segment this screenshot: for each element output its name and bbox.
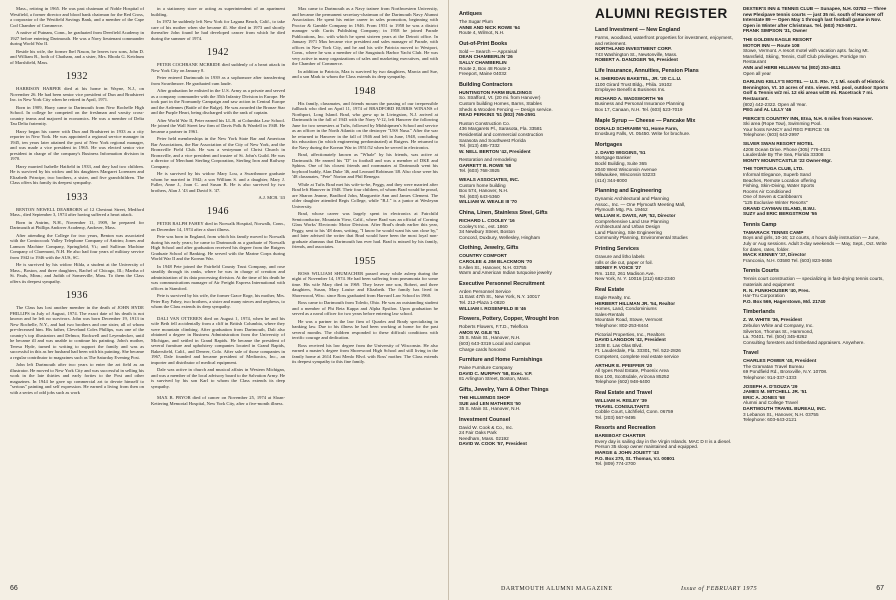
listing-line: Charge cards honored xyxy=(459,346,506,352)
listing-line: Paine Furniture Company xyxy=(459,365,513,371)
obit-paragraph: After graduation he enlisted in the U.S. Army as a private and served as a company commander with the 35th Infantry Division in Europe. He took part in the Normandy Campaign and saw action in Central Europe and the Ardennes (Battle of the Bulge). He was awarded the Bronze Star and the Purple Heart, being discharged with the rank of captain. xyxy=(151,88,285,115)
listing-line: Concord, Duxbury, Wellesley, Hingham xyxy=(459,234,541,240)
register-listing xyxy=(459,11,587,36)
listing-line: DEAN CHAMBERLIN '26 xyxy=(459,54,513,60)
listing-line: WILLIAM W. WEALE III '70 xyxy=(459,199,517,205)
listing-line: ANNE AND NICK ROWE '64 xyxy=(459,24,520,30)
listing-category: Printing Services xyxy=(595,246,640,253)
listing-line: CAROLEE & JIM BLACKMON '70 xyxy=(459,259,532,264)
register-listing xyxy=(743,268,889,304)
listing-line: ANN and HERB HILLMAN '54 (802) 253-4811 xyxy=(743,64,841,70)
listing-line: THE GOLDEN EAGLE RESORT xyxy=(743,36,813,42)
listing-line: Franconia, N.H. 03580 Tel. (603) 823-5656 xyxy=(743,257,833,263)
listing-line: Land Planning, Site Engineering xyxy=(595,229,662,235)
listing-line: HUNTINGTON FARM BUILDINGS xyxy=(459,89,532,95)
class-year-heading: 1933 xyxy=(66,191,88,203)
listing-line: 743 Washington St., Newtonville, Mass. xyxy=(595,51,678,57)
listing-category: Building Contractors xyxy=(459,81,513,88)
register-listing xyxy=(595,188,735,241)
listing-line: DAVID LANGDON '42, President xyxy=(595,337,666,343)
listing-line: Every day is sailing day in the Virgin Islands. MAC D II is a diesel. Person 35 sloop owner maintained and equipped. xyxy=(595,438,732,450)
listing-line: Box 17, Canaan, N.H. Tel. (603) 523-7019 xyxy=(595,106,683,112)
listing-line: Custom building Homes, Barns, Stables xyxy=(459,100,542,106)
page-number-right: 67 xyxy=(876,585,884,592)
obit-paragraph: BENTON NEWELL DEARBORN of 12 Chestnut Street, Medford Mass., died September 3, 1974 after having suffered a heart attack. xyxy=(10,206,144,217)
listing-line: Alumni and College Travel xyxy=(743,400,798,406)
register-listing xyxy=(459,82,587,118)
obit-1942-text xyxy=(151,62,285,193)
listing-line: The Sugar Plum xyxy=(459,19,493,24)
register-listing xyxy=(459,357,587,382)
obit-1955-text xyxy=(292,271,438,365)
register-listing xyxy=(743,6,889,34)
listing-line: David W. Cook & Co., Inc. xyxy=(459,424,514,430)
listing-line: Rooms Air Conditioned xyxy=(743,188,791,194)
listing-line: Sold — Search — Appraisal xyxy=(459,48,518,54)
obit-paragraph: Beside his wife, the former Ibel Nason, he leaves two sons, John D. and William B., both of Chatham, and a sister, Mrs. Rhoda G. Ketchum of Marshfield, Mass. xyxy=(10,48,144,65)
listing-line: Cobble Court, Litchfield, Conn. 06759 xyxy=(595,409,674,415)
obit-1948-text xyxy=(292,101,438,250)
register-listing xyxy=(459,177,587,205)
obit-1933-text xyxy=(10,207,144,285)
listing-line: DARTMOUTH TRAVEL BUREAU, INC. xyxy=(743,406,827,412)
obit-paragraph: Ross received his law degree from the University of Wisconsin. He also earned a master's degree from Shorewood High School and still living in the family home at 2614 East Menlo Blvd. with Ross' mother. The Class extends its deepest sympathy to this fine family. xyxy=(292,342,438,364)
listing-line: Har-Tru Corporation xyxy=(743,293,785,299)
listing-line: Stowe, Vermont. A resort motel with vacation apts. facing Mt. Mansfield, Skiing, Tennis, Golf Club privileges. Porridge Inn Restaurant xyxy=(743,48,869,65)
listing-line: 24 Fair Oaks Park xyxy=(459,430,497,436)
obit-paragraph: Born in 1909, Harry came to Dartmouth from New Rochelle High School. In college he competed on the freshman and varsity cross-country teams and majored in economics. He was a member of Delta Tau Delta fraternity. xyxy=(10,104,144,126)
listing-category: Real Estate and Travel xyxy=(595,389,653,396)
obit-paragraph: Pete was born in England, from which his family moved to Norwalk during his early years; he came to Dartmouth as a graduate of Norwalk High School and after graduation received his degree from the Rutgers Graduate School of Banking. He served with the Marine Corps during World War II and the Korean War. xyxy=(151,234,285,261)
listing-line: Boys and girls, 10-16; 12 courts, 4 hours daily instruction — June, July or Aug sessions. Adult 3-day weekends — May, Sept., Oct. Write for dates, rates, folder. xyxy=(743,235,887,252)
obit-paragraph: MAX B. PRYOR died of cancer on November 25, 1974 at Sloan-Kettering Memorial Hospital, New York City, after a five-month illness. xyxy=(151,395,285,406)
register-column-2 xyxy=(595,6,735,470)
listing-line: Sheds & Wooden Fencing — Design service. xyxy=(459,106,553,112)
obit-paragraph: Peter held memberships in the New York State Bar and American Bar Associations, the Bar Association of the City of New York, and the Bronxville Field Club. He was a vestryman of Christ Church in Bronxville, and a vice president and trustee of St. John's Guild. He was a director of Merchant Sterling Corporation, Sterling Iron and Railway Company. xyxy=(151,136,285,169)
listing-line: Ruston Construction Co. xyxy=(459,120,511,126)
listing-line: Architectural and Urban Design xyxy=(595,224,661,230)
listing-line: Box 574, Hanover, N.H. xyxy=(459,188,509,194)
obit-paragraph: Brad, whose career was largely spent in electronics at Fairchild Semiconductor, Mountain View, Calif., where Brad was an official of Corning Glass Works' Electronic Motor Division. After Brad's death earlier this year, Peggy, sent to his '48 dean, writing, "I know he would want his son close by," and later advised the writer that Brad would have been the most loyal non-graduate alumnus that Dartmouth has ever had. Brad is missed by his family, friends, and associates. xyxy=(292,211,438,249)
register-listing xyxy=(743,141,889,163)
register-listing xyxy=(743,309,889,345)
listing-line: FRANK SIMPSON '31, Owner xyxy=(743,28,808,34)
listing-line: 1038 E. Las Olas Blvd. xyxy=(595,342,643,348)
listing-line: RICHARD A. WADSWORTH '66 xyxy=(595,95,664,101)
listing-category: Furniture and Home Furnishings xyxy=(459,357,543,364)
listing-line: Tel. (809) 774-2700 xyxy=(595,461,636,467)
listing-line: DEXTER'S INN & TENNIS CLUB — Sunapee, N.H. 03782 — Three new Plexipave tennis courts — just 35 mi. south of Hanover off Interstate 89 — Open May 1 through last football game in Nov. Open in Winter after Christmas. Tel. (603) 763-5571. xyxy=(743,6,887,28)
register-listing xyxy=(595,287,735,329)
listing-line: R. N. FUNKHOUSER '40, Pres. xyxy=(743,287,810,293)
class-year-heading: 1955 xyxy=(354,255,376,267)
listing-line: Community Planning, Environmental Studies xyxy=(595,235,688,241)
listing-line: Ski area (Rope Tow), Swimming Pool. xyxy=(743,121,822,127)
register-listings xyxy=(459,11,587,447)
listing-line: The Gramatan Travel Bureau xyxy=(743,363,804,369)
listing-line: Custom home building xyxy=(459,182,506,188)
listing-line: Telephone (602) 948-6400 xyxy=(595,379,650,385)
listing-line: JAMES M. MITCHELL JR. '51 xyxy=(743,389,807,395)
listing-line: Residential and commercial construction xyxy=(459,131,544,137)
listing-line: Comprehensive Land Use Planning xyxy=(595,218,669,224)
listing-line: DAVID C. MURPHY '58, Exec. V.P. xyxy=(459,370,533,376)
listing-line: Mortgage Banker xyxy=(595,155,631,161)
listing-line: Competent, complete real estate service xyxy=(595,353,679,359)
register-listing xyxy=(595,390,735,420)
register-listing xyxy=(743,222,889,264)
listing-line: J. DAVID WIGGINS, '51 xyxy=(595,149,646,155)
listing-line: Beaches, Remote Location offering xyxy=(743,177,817,183)
listing-line: ARTHUR E. PFEIFFER '20 xyxy=(595,362,653,368)
listing-line: WEALS ASSOCIATES, INC. xyxy=(459,177,520,183)
listing-line: "125 Exclusive Winter Resorts" xyxy=(743,200,808,205)
listing-category: Investment Counsel xyxy=(459,416,511,423)
listing-line: GARRETT B. ROWE '58 xyxy=(459,162,512,168)
listing-line: Enosburg Falls, Vt. 05450. Write for brochure. xyxy=(595,131,691,137)
register-column-1 xyxy=(459,6,587,450)
register-listing xyxy=(459,387,587,412)
listing-line: HERBERT HILLMAN JR. '54, Realtor xyxy=(595,300,676,306)
listing-line: rolls or die cut, paper or foil. xyxy=(595,259,653,265)
listing-line: SALLY CHAMBERLIN xyxy=(459,59,507,65)
obit-continued-text xyxy=(292,6,438,80)
listing-line: SILVER SWAN RESORT MOTEL xyxy=(743,141,814,147)
listing-line: So. Strafford, Vt. (20 mi. from Hanover) xyxy=(459,95,541,101)
listing-line: Business and Personal Insurance Planning xyxy=(595,101,685,107)
obit-signature: A.J. MCB. '43 xyxy=(258,195,285,200)
listing-category: Clothing, Jewelry, Gifts xyxy=(459,245,519,252)
listing-line: Cooley's Inc., est. 1860 xyxy=(459,223,508,229)
obit-paragraph: Harry married Isabelle Hatfield in 1933, and they had two children. He is survived by his widow and his daughters Margaret Lorenzen and Elizabeth Principe, two brothers, a sister, and five grandchildren. The Class offers his family its deepest sympathy. xyxy=(10,163,144,185)
class-year-heading: 1932 xyxy=(66,71,88,82)
register-listing xyxy=(595,246,735,282)
page-number-left: 66 xyxy=(10,585,18,592)
listing-line: Route 2, Box 48 Route 2 xyxy=(459,65,511,71)
listing-line: Gravure and litho labels xyxy=(595,254,645,260)
register-listing xyxy=(459,157,587,174)
listing-line: Box 100, Scottsdale, Arizona 85252 xyxy=(595,373,670,379)
listing-line: MONTY MOUNTCASTLE '22 Owner-Mgr. xyxy=(743,157,832,163)
listing-line: ERIC A. JONES '68 xyxy=(743,394,785,400)
listing-line: Telephone: 914-337-1333 xyxy=(743,375,797,381)
listing-line: Sales-Rentals xyxy=(595,311,625,317)
listing-line: 5 Allen St., Hanover, N.H. 03755 xyxy=(459,264,527,270)
listing-line: Homes, Land, Condominiums xyxy=(595,306,657,312)
obit-1946-second-text xyxy=(151,316,285,390)
register-listings xyxy=(595,27,735,467)
listing-line: Telephone: 802-253-8444 xyxy=(595,322,649,328)
class-year-heading: 1948 xyxy=(354,85,376,97)
listing-line: Roberts Flowers, F.T.D., Teleflora xyxy=(459,324,528,330)
listing-line: Warm and American Indian turquoise jewelry xyxy=(459,270,552,276)
listing-line: 436 Margarets Pl., Sarasota, Fla. 33581 xyxy=(459,126,543,132)
register-listing xyxy=(743,116,889,138)
obit-paragraph: He is survived by his widow Mary Lou, a Swarthmore graduate whom he married in 1942; a son William S. and a daughter, Mary J. Fuller, Anne J., Joan C. and Susan B. He is also survived by two brothers, Alan J. '43 and David S. '47. xyxy=(151,171,285,193)
listing-line: Bockl Building, Suite 365 xyxy=(595,160,647,166)
listing-line: Pictorial Properties, Inc., Realtors xyxy=(595,331,665,337)
listing-line: WILLIAM I. ROSENFELD III '46 xyxy=(459,305,527,311)
register-listing xyxy=(595,363,735,385)
listing-category: Antiques xyxy=(459,11,483,17)
obit-paragraph: PETER RALPH FAHEY died in Norwalk Hospital, Norwalk, Conn., on December 14, 1974 after a short illness. xyxy=(151,221,285,232)
listing-line: All types Real Estate, Phoenix Area xyxy=(595,368,669,374)
listing-line: Fishing, Skin-Diving, Water Sports xyxy=(743,183,815,189)
register-listing xyxy=(459,41,587,77)
register-listing xyxy=(595,332,735,360)
obit-paragraph: DALI VAN OTTEREN died on August 1, 1974, when he and his wife Beth fell accidentally from a cliff in British Columbia, where they were mountain climbing. After graduation from Dartmouth, Dali also obtained a degree in Business Administration from the University of Michigan, and settled in Grand Rapids. He became the president of several furniture and upholstery companies located in Grand Rapids, Bakersfield, Calif., and Denver, Colo. After sale of those companies in 1967, Dale founded and became president of Medionics, Inc., an importer and distributor of medical equipment. xyxy=(151,315,285,365)
register-listing xyxy=(595,142,735,184)
obit-paragraph: A native of Putnam, Conn., he graduated from Deerfield Academy in 1927 before entering Dartmouth. He was a Navy lieutenant commander during World War II. xyxy=(10,30,144,46)
register-listing xyxy=(743,384,889,423)
obit-paragraph: PETER COCHRANE MCBRIDE died suddenly of a heart attack in New York City on January 8. xyxy=(151,62,285,73)
class-year-heading: 1942 xyxy=(207,47,229,58)
obit-paragraph: Pete is survived by his wife, the former Grace Roge, his mother, Mrs. Peter Roy Fahey, two brothers, a sister and many nieces and nephews, to whom the Class extends its deep sympathy. xyxy=(151,293,285,309)
listing-category: Flowers, Pottery, Copper, Wrought Iron xyxy=(459,316,559,323)
listing-line: (414) 344-8000 xyxy=(595,177,628,183)
listing-line: Informal Elegance, Superb Sand xyxy=(743,172,811,178)
class-year-heading: 1946 xyxy=(207,206,229,217)
listing-line: Needham, Mass. 02192 xyxy=(459,435,509,441)
listing-line: Your hosts NANCY and REG PIERCE '46 xyxy=(743,126,830,132)
listing-line: 35 S. Main St., Hanover, N.H. xyxy=(459,335,521,341)
listing-line: WILLIAM K. DAVIS, AIP, '52, Director xyxy=(595,213,676,219)
listing-line: 35 S. Main St., Hanover, N.H. xyxy=(459,406,521,412)
register-listing xyxy=(743,79,889,113)
obit-paragraph: The Class has lost another member in the death of JOHN HYDE PHILLIPS in July of August, 1974. The exact date of his death is not known and he left no survivors. John was born December 19, 1913 in New Rochelle, N.Y., and had two brothers and one sister, all of whom pre-deceased him. His father, Cleveland Coles Phillips, was one of the country's top illustrators and Delmor, Rockwell and Leyendecker, until he became ill and was unable to continue his painting. John's mother, Teresa Hyde, turned to writing to support the family and was as successful in this as her husband had been with his painting. She became a regular contributor to magazines such as The Saturday Evening Post. xyxy=(10,305,144,360)
listing-line: RICHARD L. COOLEY '16 xyxy=(459,218,515,224)
listing-line: Tel. (203) 567-9495 xyxy=(595,414,636,420)
obit-paragraph: ROSS WILLIAM SHUMACHER passed away while asleep during the night of November 14, 1974. He had been suffering from pneumonia for some time. His wife Mary died in 1969. They leave one son, Robert, and three daughters, Susan, Mary Louise and Elizabeth. The family has lived in Shorewood, Wisc. since Ross graduated from Harvard Law School in 1960. xyxy=(292,270,438,298)
listing-line: AMOS W. GILE '51 xyxy=(459,329,500,335)
listing-category: Tennis Courts xyxy=(743,268,779,275)
listing-line: TRAVEL CONSULTANTS xyxy=(595,403,650,409)
obit-paragraph: He was a partner in the law firm of Quarles and Brady specializing in banking law. Due to his illness he had been working at home for the past several months. The children responded to these difficult conditions with terrific courage and dedication. xyxy=(292,318,438,340)
register-listing xyxy=(595,118,735,137)
listing-line: Arden Personnel Service xyxy=(459,288,511,294)
obit-paragraph: Harry began his career with Dun and Bradstreet in 1933 as a city reporter in New York. He was appointed a regional service manager in 1945, ten years later attained the post of New York regional manager, and was made a vice president in 1965. He was elected senior vice president in charge of the company's Business Information division in 1970. xyxy=(10,128,144,161)
register-listing xyxy=(459,316,587,352)
listing-line: Zebulon White and Company, Inc. xyxy=(743,322,814,328)
obit-paragraph: Ross came to Dartmouth from Toledo, Ohio. He was an outstanding student and a member of Phi Beta Kappa and Alpha Epsilon. Upon graduation he served as a naval officer for two years before entering law school. xyxy=(292,300,438,316)
register-listing xyxy=(743,37,889,76)
obit-paragraph: In 1972 he suddenly left New York for Laguna Beach, Calif., to take care of his mother when she became ill. She died in 1973 and shortly thereafter John found he had developed cancer from which he died during the summer of 1974. xyxy=(151,19,285,41)
listing-line: P.O. Box 569, Hagerstown, Md. 21740 xyxy=(743,298,826,304)
listing-line: DARLING KELLY'S MOTEL — U.S. Rte. 7, 1 Mi. south of Historic Bennington, Vt. 10 acres of mtn. views. Htd. pool, outdoor Sports Golf & Tennis w/2 mi. 12 ski areas w/30 mi. Racetrack 7 mi. Restaurant. xyxy=(743,79,889,101)
listing-line: Ft. Lauderdale, Fla. 33301, Tel. 522-2826 xyxy=(595,348,681,354)
obit-paragraph: HARRISON HARPER died at his home in Wayne, N.J., on November 26. He had been senior vice president of Dun and Bradstreet Inc. in New York City when he retired in April, 1971. xyxy=(10,86,144,102)
listing-category: Executive Personnel Recruitment xyxy=(459,280,545,287)
listing-line: Plymouth Mtg. Pa. 19462 xyxy=(595,207,648,213)
listing-category: Maple Syrup — Cheese — Pancake Mix xyxy=(595,117,696,124)
listing-category: Timberlands xyxy=(743,309,775,316)
right-page-alumni-register xyxy=(448,0,896,600)
obit-paragraph: in a stationery store or acting as superintendent of an apartment building. xyxy=(151,6,285,17)
register-listing xyxy=(595,425,735,467)
register-listing xyxy=(743,166,889,216)
listing-line: P.O. Box 270, St. Thomas, V.I. 00801 xyxy=(595,455,675,461)
obit-1936-text xyxy=(10,305,144,395)
obit-paragraph: In 1948 Pete joined the Fairfield County Trust Company, and rose steadily through its ranks, where he was in charge of creation and administration of its data processing division. At the time of his death he was communications manager of Air Freight Express International with offices in Stamford. xyxy=(151,263,285,291)
obit-column-1 xyxy=(10,6,144,397)
listing-line: Assoc., Inc. — One Plymouth Meeting Mall, xyxy=(595,201,686,207)
listing-line: NORTHLAND INVESTMENT CORP. xyxy=(595,46,672,52)
obit-paragraph: His family, classmates, and friends mourn the passing of our irrepressible fullback who died on April 11, 1974 of BRADFORD BURRIS WINANS of Northport, Long Island. Brad, who grew up in Livingston, N.J. arrived at Dartmouth in the fall of 1943 with the Navy V-12, left Hanover the following June for two semesters at Tufts, followed by Midshipmen's School and service as an officer in the North Atlantic on the destroyer "USS Nusa." After the war he returned to Hanover in the fall of 1946 and left in June, 1948, concluding his education (in which engineering predominated) at Rutgers. He returned to the Navy during the Korean War in 1951/52 when he served in electronics. xyxy=(292,100,438,150)
listing-line: 1100 Girard Trust Bldg., Phila. 19102 xyxy=(595,81,672,87)
listing-line: BAREBOAT CHARTER xyxy=(595,433,646,439)
listing-category: Travel xyxy=(743,350,759,357)
listing-line: H. SHERIDAN BAKETEL, JR. '20 C.L.U. xyxy=(595,75,682,81)
listing-line: MARGE & JOHN JOUETT '43 xyxy=(595,450,659,456)
listing-line: PEG and AL LILLY '46 xyxy=(743,107,792,113)
obit-intro-text xyxy=(10,6,144,65)
obit-paragraph: He is survived by his widow Hilda, a student at the University of Mass., Boston, and three daughters, Rachel of Chicago, Ill.; Martha of St. Pauls, Minn.; and Judith of Somerville, Mass. To them the Class offers its deepest sympathy. xyxy=(10,262,144,284)
obit-paragraph: In addition to Patricia, Max is survived by two daughters, Marcia and Sue, and a son Mark to whom the Class extends its deep sympathy. xyxy=(292,68,438,79)
register-listing xyxy=(459,210,587,240)
obit-paragraph: Peter entered Dartmouth in 1939 as a sophomore after transferring from Swarthmore. He graduated cum laude. xyxy=(151,75,285,86)
listing-line: 11 East 47th St., New York, N.Y. 10017 xyxy=(459,294,540,300)
register-title: ALUMNI REGISTER xyxy=(595,6,728,21)
listing-line: Tel. (603) 643-5360 xyxy=(459,193,500,199)
listing-category: Real Estate xyxy=(595,287,625,293)
listing-line: Farms, woodland, waterfront properties for investment, enjoyment, and retirement. xyxy=(595,35,733,46)
listing-category: China, Linen, Stainless Steel, Gifts xyxy=(459,210,548,217)
listing-line: 3 Lebanon St., Hanover, N.H. 03755 xyxy=(743,411,819,417)
listing-line: SUZY and ERIC BERGSTROM '55 xyxy=(743,211,817,217)
listing-category: Mortgages xyxy=(595,141,623,148)
listing-line: Tel. 212-Plaza 1-0820 xyxy=(459,299,505,305)
listing-line: ROBERT A. DANZIGER '56, President xyxy=(595,57,678,63)
listing-line: CHARLES POWER '40, President xyxy=(743,358,817,364)
obit-paragraph: John left Dartmouth after two years to enter the art field as an illustrator. He moved to New York City and was successful in selling his work in the late thirties and early forties to the Post and other magazines. In 1944 he gave up commercial art to devote himself to "serious" painting and self expression. He earned a living from then on with a series of odd jobs such as work xyxy=(10,362,144,395)
listing-line: W. NELL BERTON '42, President xyxy=(459,148,531,154)
listing-line: Consulting foresters and timberland appraisers. Anywhere. xyxy=(743,339,865,345)
register-listings xyxy=(743,6,889,423)
listing-category: Planning and Engineering xyxy=(595,188,662,195)
listing-line: Z. W. WHITE '36, President xyxy=(743,317,802,323)
listing-line: READ PERKINS '51 (802) 765-2591 xyxy=(459,112,536,118)
listing-line: 4208 Ocean Drive. Phone (305) 776-4321 xyxy=(743,146,831,152)
listing-line: Tennis court construction — specializing in fast-drying tennis courts, materials and equipment xyxy=(743,276,884,287)
listing-line: Employee Benefit & Business Ins. xyxy=(595,87,666,93)
obit-paragraph: Mass., retiring in 1965. He was past chairman of Noble Hospital of Westfield, a former director and blood bank chairman for the Red Cross, a corporator of the Westfield Savings Bank, and a member of the Cape Cod Chamber of Commerce. xyxy=(10,6,144,28)
listing-line: DONALD SCHRAMM '61, Home Farm, xyxy=(595,125,679,131)
listing-line: SIDNEY P. VOICE '27 xyxy=(595,265,642,271)
listing-category: Gifts, Jewelry, Yarn & Other Things xyxy=(459,386,549,393)
register-listing xyxy=(459,417,587,447)
listing-line: THE TORTUGA CLUB, LTD. xyxy=(743,166,804,172)
obit-column-2 xyxy=(151,6,285,408)
listing-category: Land Investment — New England xyxy=(595,27,681,33)
obit-1946-text xyxy=(151,221,285,310)
register-listing xyxy=(743,350,889,380)
register-listing xyxy=(459,245,587,275)
listing-line: PIERCE'S COUNTRY INN, Etna, N.H. 6 miles from Hanover. xyxy=(743,115,874,121)
listing-line: Restoration and remodeling xyxy=(459,157,517,163)
obit-column-3 xyxy=(292,6,438,367)
listing-line: Rm. 1102, 261 Madison Ave. xyxy=(595,270,655,276)
listing-line: Open all year xyxy=(743,70,771,76)
obit-paragraph: After World War II, Peter earned his LL.B. at Columbia Law School. He joined the Wall Street law firm of Davis Polk & Wardell in 1948. He became a partner in 1961. xyxy=(151,117,285,134)
listing-line: Eagle Realty, Inc. xyxy=(595,295,632,300)
listing-line: Milwaukee, Wisconsin 53233 xyxy=(595,172,656,178)
obit-paragraph: Max came to Dartmouth as a Navy trainee from Northwestern University, and became the permanent secretary-chairman of the Dartmouth Navy Alumni Association. He spent his entire career in sales promotion, beginning with Proctor & Gamble Company in 1946. From 1951 to 1958 he was a district manager with Curtis Publishing Company; in 1958 he joined Parade Publications, Inc. with which he spent sixteen years at the Detroit office. In January 1971 Max became vice president and sales manager of Parade, with offices in New York City, and he and his wife Patricia moved to Westport, Conn., where he was a member of the Saugatuck Harbor Yacht Club. He was very active in many organizations of sales and marketing executives, and with the Chamber of Commerce. xyxy=(292,6,438,66)
register-listing xyxy=(595,68,735,93)
register-column-3 xyxy=(743,6,889,426)
listing-line: JOSEPH A. D'SOUZA '29 xyxy=(743,383,798,389)
listing-line: Freeport, Maine 04032 xyxy=(459,71,507,77)
obit-paragraph: After attending the College for two years, Benton was associated with the Contoocook Valley Telephone Company of Antrim; Jones and Lamson Machine Company, Springfield, Vt.; and Sullivan Machine Company of Claremont, N.H. He also had four years of military service from 1942 to 1946 with the AUS, SC. xyxy=(10,232,144,260)
listing-line: Mountain Road, Stowe, Vermont xyxy=(595,317,663,323)
listing-line: One of Seven & Caribbean's xyxy=(743,194,803,200)
obit-paragraph: Dale was active in church and musical affairs in Western Michigan, and was a member of the local advisory board to the Salvation Army. He is survived by his son Karl to whom the Class extends its deep sympathy. xyxy=(151,367,285,389)
listing-line: La. 70401. Tel. (504) 345-8262 xyxy=(743,334,808,340)
listing-line: COUNTRY COMFORT xyxy=(459,253,507,259)
listing-line: 34 Newbury Street, Boston xyxy=(459,229,516,235)
listing-line: Route 4, Wilmot, N.H. xyxy=(459,30,505,36)
listing-category: Out-of-Print Books xyxy=(459,40,508,47)
listing-line: MOTOR INN — Route 108 xyxy=(743,42,800,48)
obit-paragraph: Brad, affectionately known as "Whale" by his friends, was active at Dartmouth. He earned his "D" in football and was a member of DKE and Sphinx. One of his closest friends and roommates at Dartmouth went his boyhood buddy, Alan Duke '46, and Leonard Robinson '48. Also close were his '48 classmates, "Pete" Norton and Phil Renegar. xyxy=(292,152,438,179)
listing-line: (603) 643-3319 Local and campus xyxy=(459,340,531,346)
listing-line: 81 Arlington Street, Boston, Mass. xyxy=(459,376,530,382)
listing-line: Lauderdale By The Sea, Florida 33308 xyxy=(743,152,824,158)
listing-line: Dynamic Architectural and Planning xyxy=(595,196,669,202)
listing-line: New York, N. Y. 10016 (212) 682-2340 xyxy=(595,276,675,282)
listing-line: GRAND CAYMAN ISLAND, B.W.I. xyxy=(743,205,816,211)
listing-category: Resorts and Recreation xyxy=(595,425,656,432)
listing-line: Tel. (603) 768-3925 xyxy=(459,168,500,174)
class-year-heading: 1936 xyxy=(66,290,88,301)
issue-date: Issue of FEBRUARY 1975 xyxy=(681,586,758,592)
listing-line: THE HILLWINDS SHOP xyxy=(459,394,511,400)
listing-category: Tennis Camp xyxy=(743,221,777,228)
listing-line: Telephone: 603-643-2121 xyxy=(743,417,797,423)
listing-category: Life Insurance, Annuities, Pension Plans xyxy=(595,67,699,74)
register-listing xyxy=(595,27,735,63)
register-listing xyxy=(459,121,587,155)
obit-paragraph: While at Tufts Brad met his wife-to-be, Peggy, and they were married after Brad left Hanover in 1948. Their four children, of whom Brad would be proud, are Sharon Jeanne, Bradford John, Marguerite Ann and James Clement. The older daughter attended Regis College, while "B.J." is a junior at Wesleyan University. xyxy=(292,181,438,209)
listing-line: Silverton, Thomas St., Hammond, xyxy=(743,328,814,334)
listing-line: DAVID W. COOK '57, President xyxy=(459,441,527,447)
listing-line: WILLIAM H. RISLEY '39 xyxy=(595,397,647,403)
register-listing xyxy=(595,96,735,113)
listing-line: TAMARACK TENNIS CAMP xyxy=(743,229,804,235)
listing-line: (802) 442-2322. Open all Year. xyxy=(743,101,807,107)
listing-line: MACK KENNEY '37, Director xyxy=(743,252,807,258)
listing-line: SUE and LEN MATHERS '50 xyxy=(459,400,521,406)
listing-line: Sarasota and Southwest Florida xyxy=(459,137,526,143)
magazine-runner: DARTMOUTH ALUMNI MAGAZINE xyxy=(501,586,613,592)
listing-line: Tel. (813) 485-7332 xyxy=(459,143,500,149)
obit-continued-text xyxy=(151,6,285,41)
obit-1932-text xyxy=(10,86,144,186)
register-listing xyxy=(459,281,587,311)
listing-line: 2040 West Wisconsin Avenue xyxy=(595,166,657,172)
listing-line: Telephone: (603) 643-2997 xyxy=(743,132,800,138)
listing-line: 69 Pondfield Rd., Bronxville, N.Y. 10708. xyxy=(743,369,828,375)
obit-paragraph: Born in Antrim, N.H., November 11, 1909, he prepared for Dartmouth at Phillips Andover Academy, Andover, Mass. xyxy=(10,219,144,230)
